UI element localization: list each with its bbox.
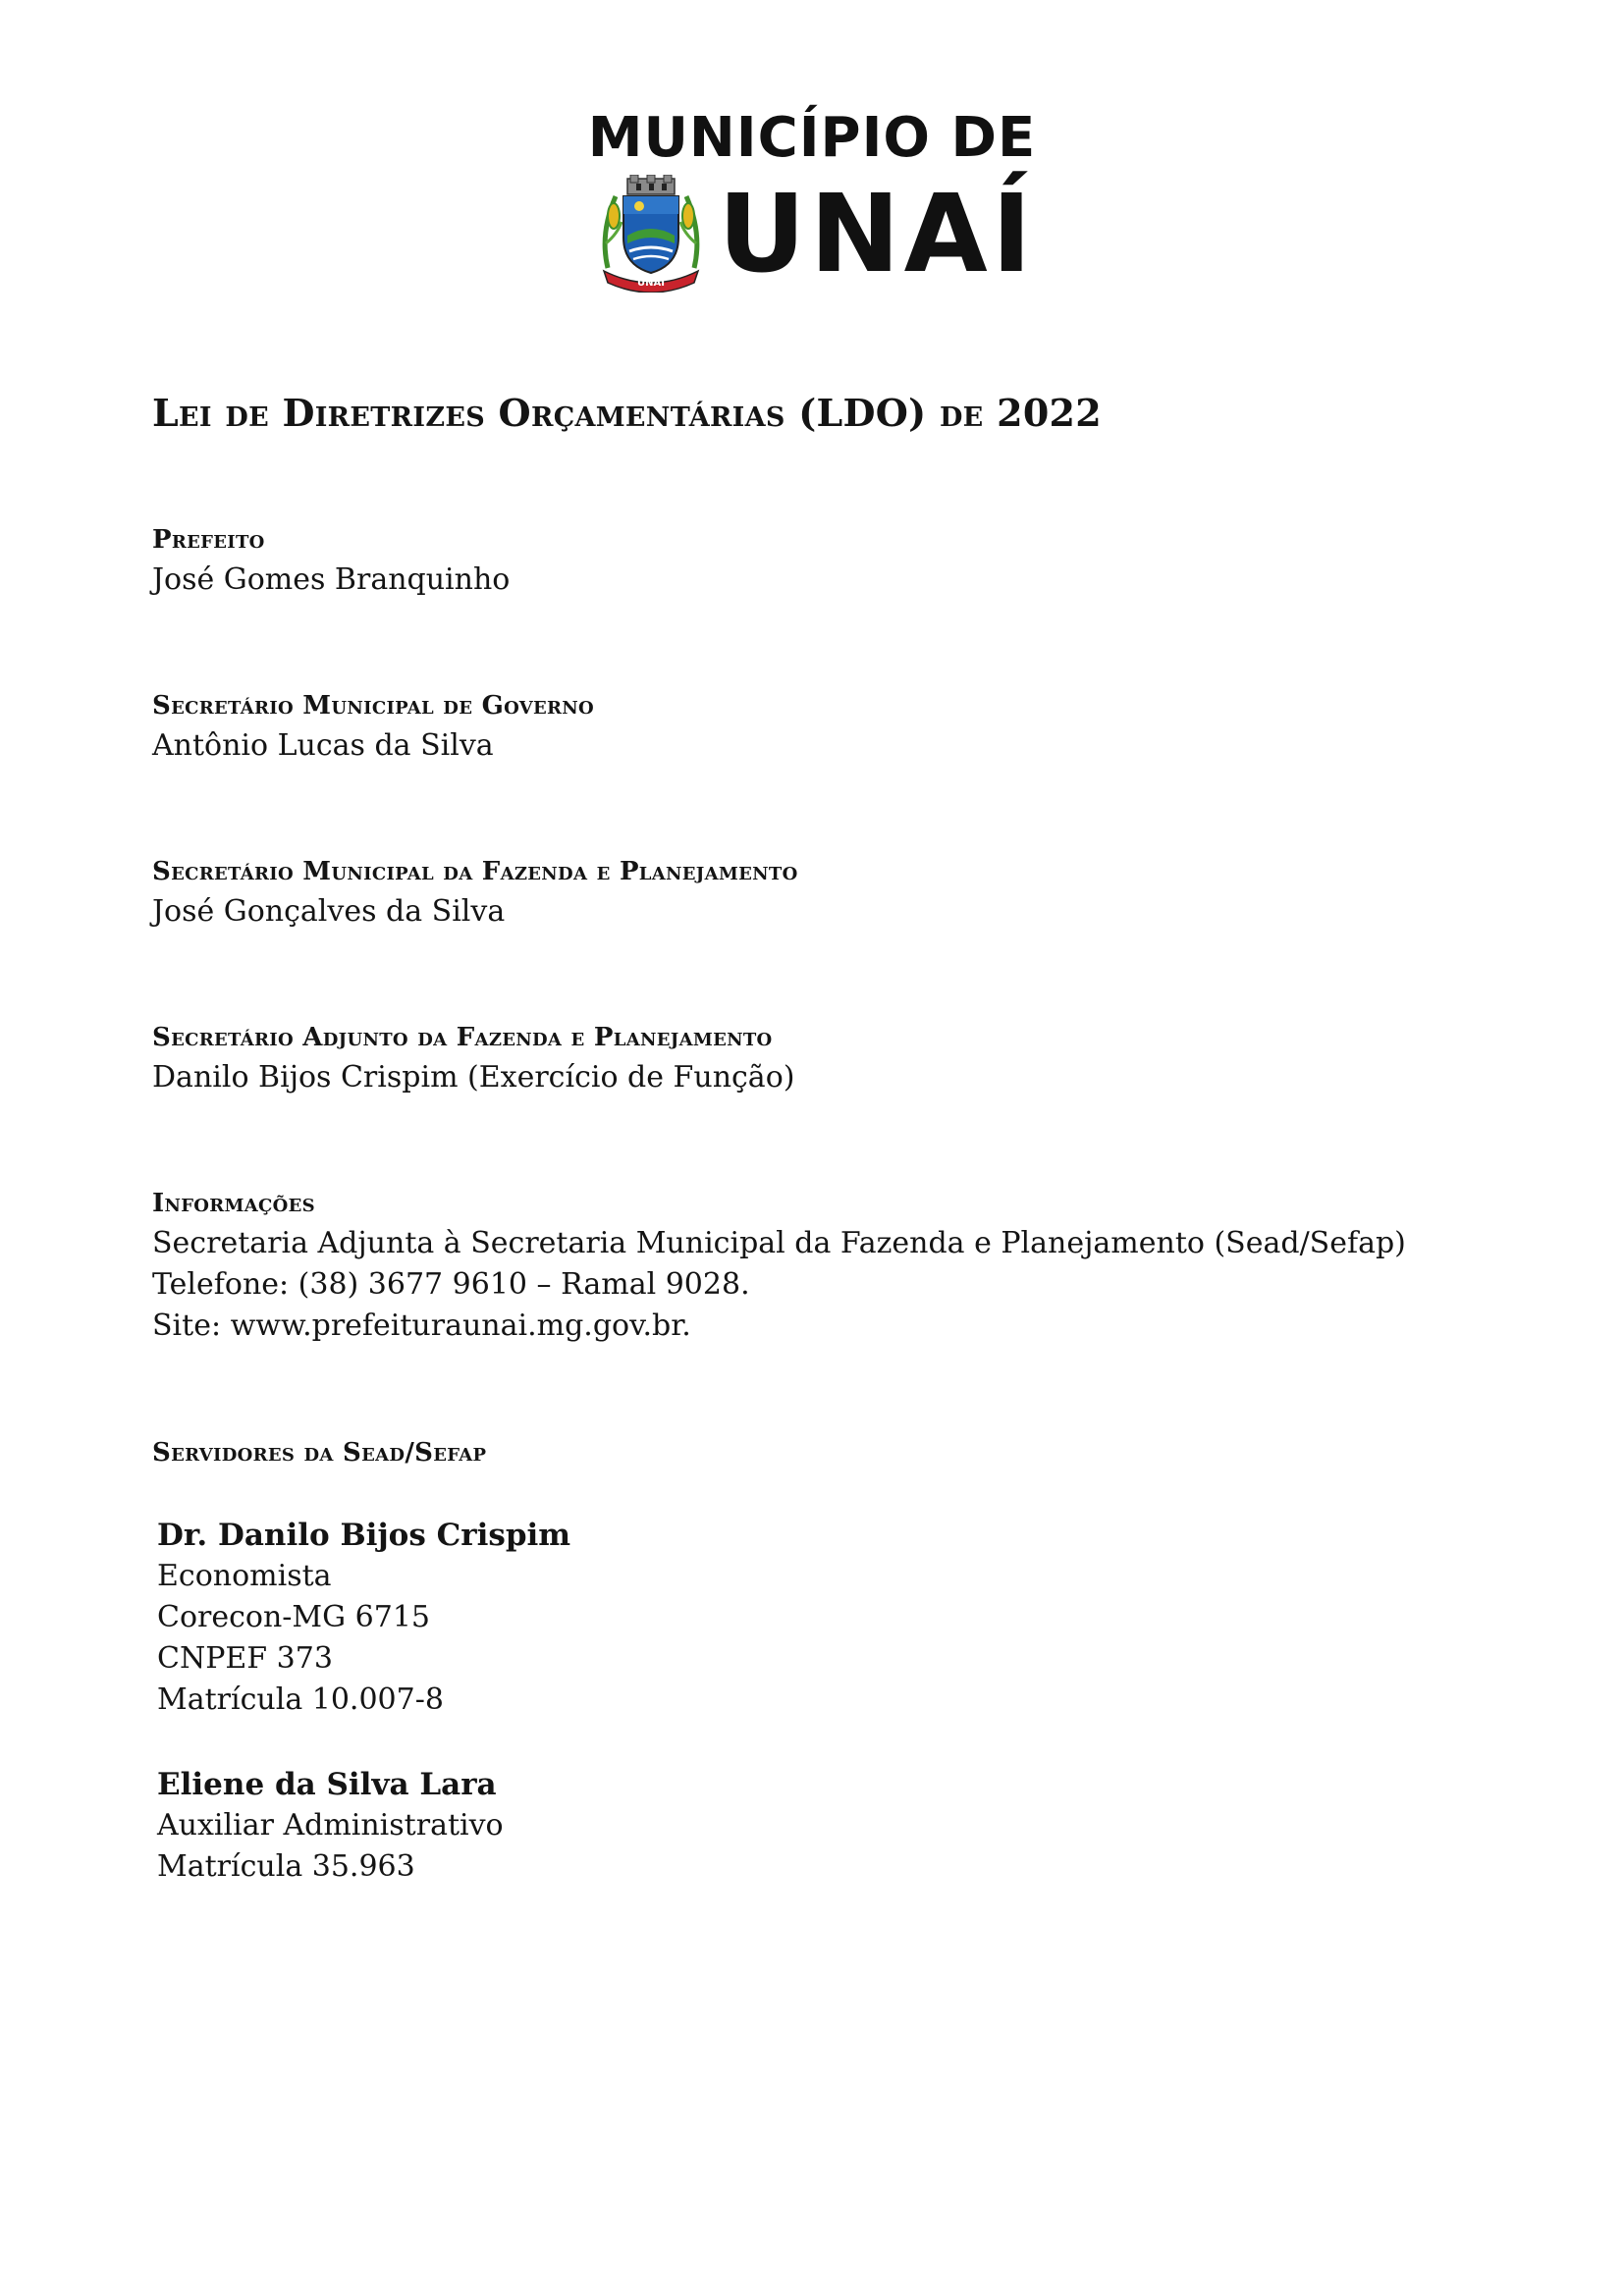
staff-member-1 — [157, 1515, 570, 1721]
section-secretario-adjunto — [152, 1018, 794, 1098]
staff-detail: Matrícula 10.007-8 — [157, 1682, 444, 1717]
page-title: Lei de Diretrizes Orçamentárias (LDO) de 2022 — [152, 391, 1103, 435]
section-value: Antônio Lucas da Silva — [152, 728, 494, 763]
staff-detail: Economista — [157, 1559, 332, 1593]
municipality-header — [0, 108, 1624, 296]
crest-banner-text: UNAÍ — [637, 278, 666, 289]
municipality-name-line2: UNAÍ — [718, 171, 1036, 296]
section-secretario-governo — [152, 686, 594, 767]
section-value: Danilo Bijos Crispim (Exercício de Função) — [152, 1060, 795, 1095]
section-label: Secretário Municipal da Fazenda e Planejamento — [152, 857, 798, 886]
coat-of-arms-icon — [598, 175, 704, 293]
staff-detail: CNPEF 373 — [157, 1641, 333, 1676]
section-label: Secretário Adjunto da Fazenda e Planejamento — [152, 1023, 773, 1052]
section-label: Informações — [152, 1189, 315, 1218]
municipality-name-line1: MUNICÍPIO DE — [587, 106, 1037, 170]
section-value: José Gonçalves da Silva — [152, 894, 506, 929]
section-servidores — [152, 1433, 486, 1472]
staff-name: Eliene da Silva Lara — [157, 1767, 497, 1802]
section-value: José Gomes Branquinho — [152, 562, 511, 597]
municipality-name-row — [598, 171, 1036, 296]
section-label: Prefeito — [152, 525, 265, 555]
section-secretario-fazenda — [152, 852, 798, 933]
staff-member-2 — [157, 1764, 504, 1888]
info-line-telefone: Telefone: (38) 3677 9610 – Ramal 9028. — [152, 1267, 750, 1302]
section-informacoes — [152, 1184, 1406, 1347]
info-line-site: Site: www.prefeituraunai.mg.gov.br. — [152, 1308, 691, 1343]
staff-detail: Auxiliar Administrativo — [157, 1808, 504, 1842]
staff-detail: Matrícula 35.963 — [157, 1849, 415, 1884]
section-label: Secretário Municipal de Governo — [152, 691, 595, 721]
staff-name: Dr. Danilo Bijos Crispim — [157, 1518, 571, 1553]
section-label: Servidores da Sead/Sefap — [152, 1438, 487, 1468]
staff-detail: Corecon-MG 6715 — [157, 1600, 430, 1634]
section-prefeito — [152, 520, 510, 601]
info-line-secretaria: Secretaria Adjunta à Secretaria Municipal da Fazenda e Planejamento (Sead/Sefap) — [152, 1226, 1406, 1260]
